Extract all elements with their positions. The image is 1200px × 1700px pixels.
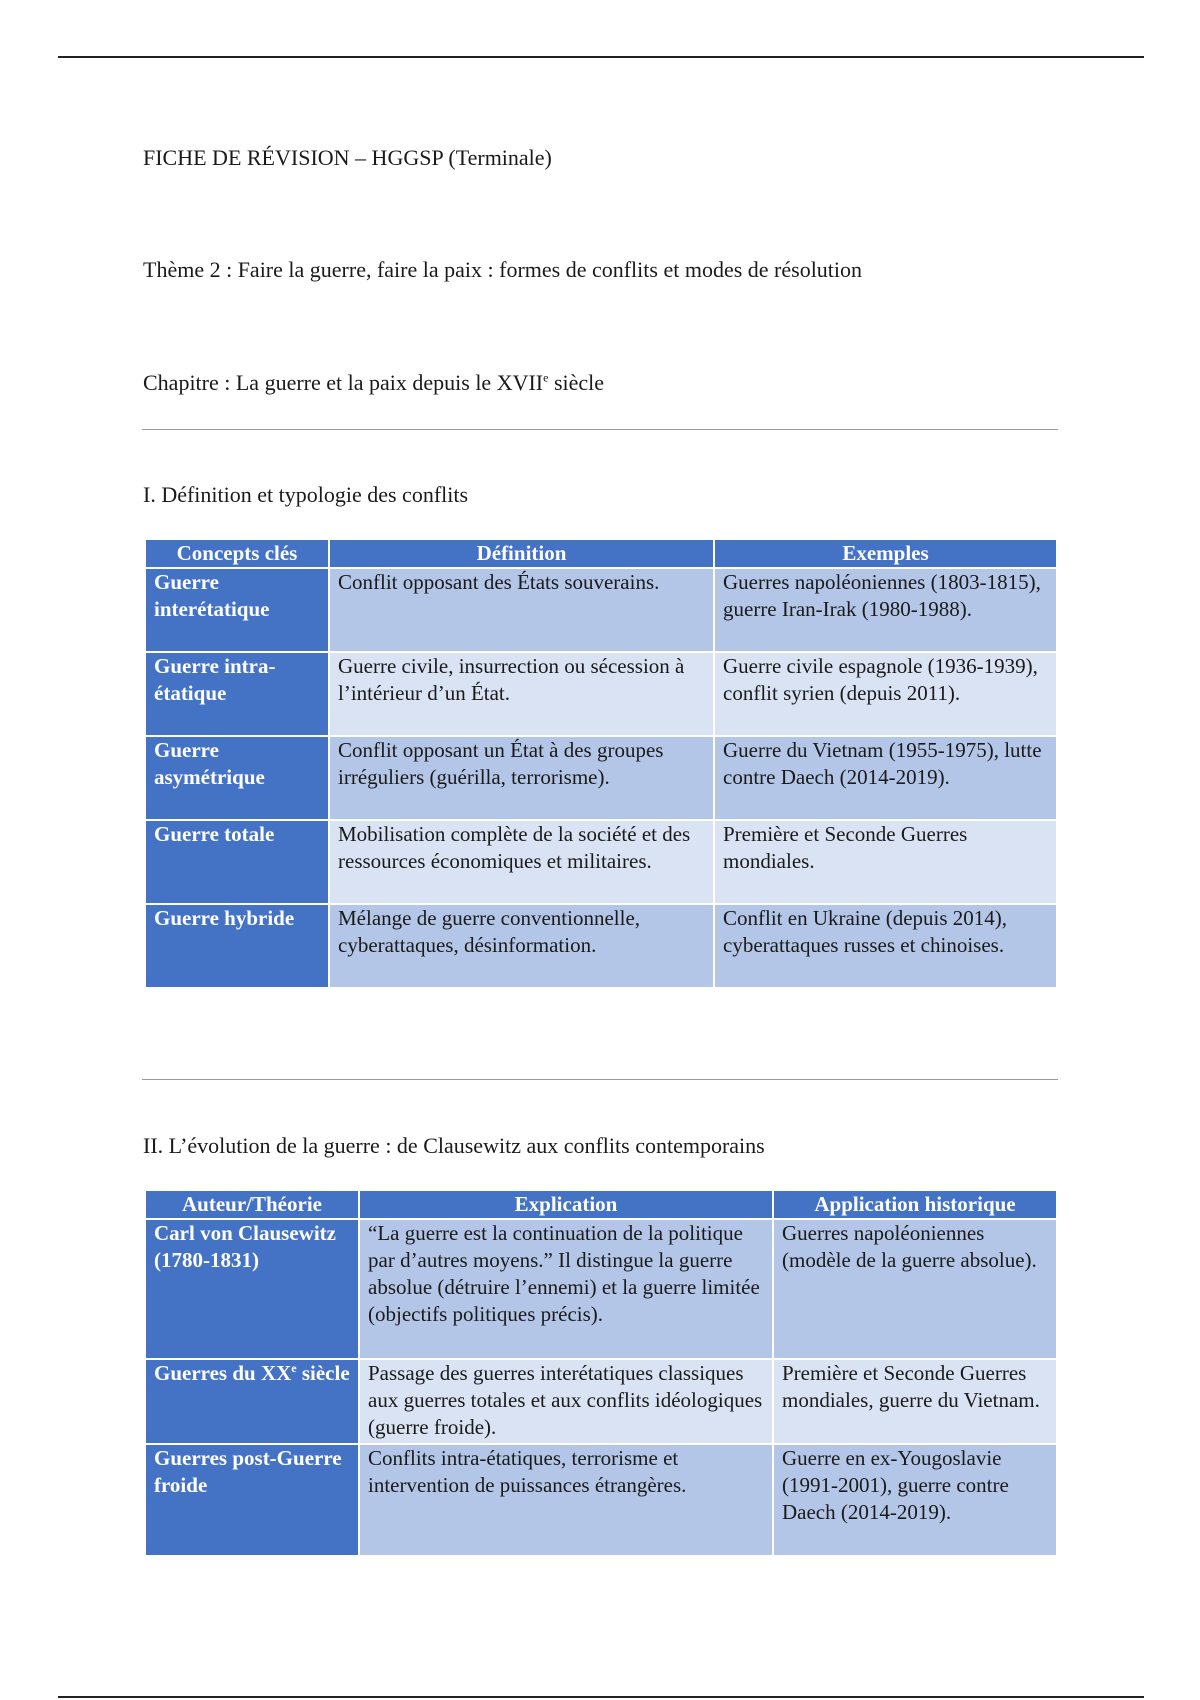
examples-cell: Guerres napoléoniennes (1803-1815), guerre Iran-Irak (1980-1988). [715, 569, 1056, 651]
definition-cell: Mélange de guerre conventionnelle, cyberattaques, désinformation. [330, 905, 713, 987]
column-header: Concepts clés [146, 540, 328, 567]
concept-cell: Guerre interétatique [146, 569, 328, 651]
conflict-typology-table [144, 538, 1058, 989]
explanation-cell: Passage des guerres interétatiques classiques aux guerres totales et aux conflits idéologiques (guerre froide). [360, 1360, 772, 1443]
column-header: Application historique [774, 1191, 1056, 1218]
author-superscript: e [291, 1361, 297, 1375]
table-row [146, 821, 1056, 903]
section-separator [142, 1079, 1058, 1080]
chapter-superscript: e [543, 370, 549, 385]
table-row [146, 737, 1056, 819]
theme-line: Thème 2 : Faire la guerre, faire la paix : formes de conflits et modes de résolution [143, 257, 863, 282]
column-header: Exemples [715, 540, 1056, 567]
application-cell: Guerre en ex-Yougoslavie (1991-2001), guerre contre Daech (2014-2019). [774, 1445, 1056, 1555]
author-cell [146, 1220, 358, 1358]
explanation-cell: Conflits intra-étatiques, terrorisme et intervention de puissances étrangères. [360, 1445, 772, 1555]
examples-cell: Première et Seconde Guerres mondiales. [715, 821, 1056, 903]
table-row [146, 569, 1056, 651]
chapter-line [143, 370, 604, 396]
author-cell [146, 1360, 358, 1443]
examples-cell: Guerre civile espagnole (1936-1939), conflit syrien (depuis 2011). [715, 653, 1056, 735]
definition-cell: Guerre civile, insurrection ou sécession à l’intérieur d’un État. [330, 653, 713, 735]
application-cell: Guerres napoléoniennes (modèle de la guerre absolue). [774, 1220, 1056, 1358]
section-2-title: II. L’évolution de la guerre : de Clausewitz aux conflits contemporains [143, 1133, 765, 1158]
table-row [146, 653, 1056, 735]
author-suffix: siècle [296, 1361, 350, 1385]
explanation-cell: “La guerre est la continuation de la politique par d’autres moyens.” Il distingue la guerre absolue (détruire l’ennemi) et la guerre limitée (objectifs politiques précis). [360, 1220, 772, 1358]
section-separator [142, 429, 1058, 430]
column-header: Définition [330, 540, 713, 567]
definition-cell: Conflit opposant un État à des groupes irréguliers (guérilla, terrorisme). [330, 737, 713, 819]
section-1-title: I. Définition et typologie des conflits [143, 482, 469, 507]
author-name: Guerres du XX [154, 1361, 292, 1385]
table-row [146, 1360, 1056, 1443]
author-name: Carl von Clausewitz (1780-1831) [154, 1221, 336, 1272]
concept-cell: Guerre hybride [146, 905, 328, 987]
table-row [146, 1220, 1056, 1358]
page-top-rule [58, 56, 1144, 58]
examples-cell: Conflit en Ukraine (depuis 2014), cyberattaques russes et chinoises. [715, 905, 1056, 987]
examples-cell: Guerre du Vietnam (1955-1975), lutte contre Daech (2014-2019). [715, 737, 1056, 819]
chapter-prefix: Chapitre : La guerre et la paix depuis le XVII [143, 370, 544, 395]
definition-cell: Conflit opposant des États souverains. [330, 569, 713, 651]
table-row [146, 905, 1056, 987]
concept-cell: Guerre asymétrique [146, 737, 328, 819]
column-header: Auteur/Théorie [146, 1191, 358, 1218]
author-name: Guerres post-Guerre froide [154, 1446, 342, 1497]
table-header-row [146, 1191, 1056, 1218]
table-row [146, 1445, 1056, 1555]
document-title: FICHE DE RÉVISION – HGGSP (Terminale) [143, 145, 552, 170]
application-cell: Première et Seconde Guerres mondiales, guerre du Vietnam. [774, 1360, 1056, 1443]
author-cell [146, 1445, 358, 1555]
war-evolution-table [144, 1189, 1058, 1557]
chapter-suffix: siècle [548, 370, 605, 395]
column-header: Explication [360, 1191, 772, 1218]
page-bottom-rule [58, 1696, 1144, 1698]
table-header-row [146, 540, 1056, 567]
concept-cell: Guerre intra-étatique [146, 653, 328, 735]
definition-cell: Mobilisation complète de la société et des ressources économiques et militaires. [330, 821, 713, 903]
concept-cell: Guerre totale [146, 821, 328, 903]
